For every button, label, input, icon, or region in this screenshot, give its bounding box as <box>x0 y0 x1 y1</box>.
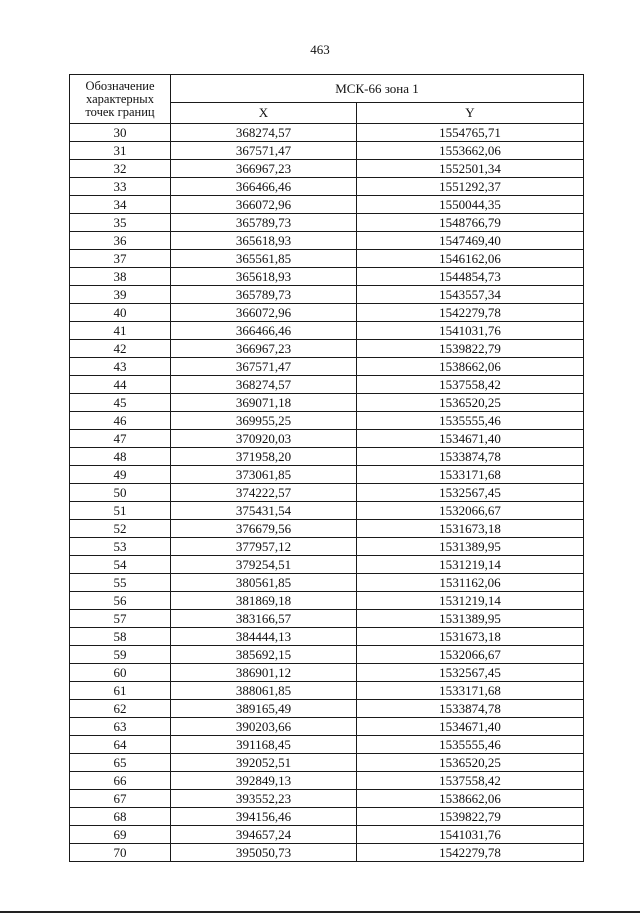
table-row <box>70 556 584 574</box>
x-coordinate-cell: 386901,12 <box>171 664 357 682</box>
point-id-cell: 53 <box>70 538 171 556</box>
table-row <box>70 664 584 682</box>
x-coordinate-cell: 366967,23 <box>171 340 357 358</box>
y-coordinate-cell: 1554765,71 <box>357 124 584 142</box>
table-row <box>70 286 584 304</box>
point-id-cell: 47 <box>70 430 171 448</box>
y-coordinate-cell: 1544854,73 <box>357 268 584 286</box>
x-coordinate-cell: 383166,57 <box>171 610 357 628</box>
y-coordinate-cell: 1532567,45 <box>357 664 584 682</box>
point-id-cell: 52 <box>70 520 171 538</box>
point-id-cell: 31 <box>70 142 171 160</box>
x-coordinate-cell: 377957,12 <box>171 538 357 556</box>
table-row <box>70 646 584 664</box>
y-coordinate-cell: 1531673,18 <box>357 628 584 646</box>
y-coordinate-cell: 1536520,25 <box>357 394 584 412</box>
x-coordinate-cell: 369955,25 <box>171 412 357 430</box>
y-coordinate-cell: 1543557,34 <box>357 286 584 304</box>
table-row <box>70 574 584 592</box>
y-coordinate-cell: 1536520,25 <box>357 754 584 772</box>
coordinate-system-header: МСК-66 зона 1 <box>171 75 584 103</box>
point-id-cell: 61 <box>70 682 171 700</box>
table-row <box>70 772 584 790</box>
bottom-edge-line <box>0 911 640 913</box>
x-coordinate-cell: 365561,85 <box>171 250 357 268</box>
coordinates-table <box>69 74 584 862</box>
x-coordinate-cell: 368274,57 <box>171 376 357 394</box>
table-row <box>70 394 584 412</box>
x-coordinate-cell: 368274,57 <box>171 124 357 142</box>
table-row <box>70 754 584 772</box>
x-coordinate-cell: 365618,93 <box>171 232 357 250</box>
y-coordinate-cell: 1537558,42 <box>357 772 584 790</box>
point-id-cell: 58 <box>70 628 171 646</box>
table-row <box>70 628 584 646</box>
table-row <box>70 214 584 232</box>
x-coordinate-cell: 365618,93 <box>171 268 357 286</box>
y-coordinate-cell: 1533171,68 <box>357 466 584 484</box>
y-coordinate-cell: 1550044,35 <box>357 196 584 214</box>
y-coordinate-cell: 1542279,78 <box>357 304 584 322</box>
x-coordinate-cell: 370920,03 <box>171 430 357 448</box>
table-row <box>70 682 584 700</box>
point-id-cell: 69 <box>70 826 171 844</box>
y-column-header: Y <box>357 103 584 124</box>
y-coordinate-cell: 1551292,37 <box>357 178 584 196</box>
table-row <box>70 520 584 538</box>
table-row <box>70 196 584 214</box>
point-id-cell: 66 <box>70 772 171 790</box>
y-coordinate-cell: 1539822,79 <box>357 340 584 358</box>
point-id-cell: 32 <box>70 160 171 178</box>
x-column-header: X <box>171 103 357 124</box>
table-row <box>70 304 584 322</box>
y-coordinate-cell: 1542279,78 <box>357 844 584 862</box>
point-id-cell: 70 <box>70 844 171 862</box>
table-row <box>70 484 584 502</box>
table-row <box>70 808 584 826</box>
table-header <box>70 75 584 124</box>
y-coordinate-cell: 1531389,95 <box>357 610 584 628</box>
table-row <box>70 178 584 196</box>
point-id-cell: 67 <box>70 790 171 808</box>
point-id-cell: 38 <box>70 268 171 286</box>
point-id-cell: 46 <box>70 412 171 430</box>
y-coordinate-cell: 1552501,34 <box>357 160 584 178</box>
point-id-cell: 40 <box>70 304 171 322</box>
y-coordinate-cell: 1538662,06 <box>357 358 584 376</box>
y-coordinate-cell: 1546162,06 <box>357 250 584 268</box>
y-coordinate-cell: 1541031,76 <box>357 826 584 844</box>
y-coordinate-cell: 1531162,06 <box>357 574 584 592</box>
y-coordinate-cell: 1533171,68 <box>357 682 584 700</box>
x-coordinate-cell: 375431,54 <box>171 502 357 520</box>
point-id-cell: 55 <box>70 574 171 592</box>
y-coordinate-cell: 1533874,78 <box>357 448 584 466</box>
point-id-cell: 42 <box>70 340 171 358</box>
x-coordinate-cell: 384444,13 <box>171 628 357 646</box>
x-coordinate-cell: 393552,23 <box>171 790 357 808</box>
x-coordinate-cell: 391168,45 <box>171 736 357 754</box>
y-coordinate-cell: 1531219,14 <box>357 592 584 610</box>
point-id-cell: 60 <box>70 664 171 682</box>
table-row <box>70 268 584 286</box>
y-coordinate-cell: 1532066,67 <box>357 646 584 664</box>
x-coordinate-cell: 366072,96 <box>171 304 357 322</box>
point-id-cell: 41 <box>70 322 171 340</box>
table-body <box>70 124 584 862</box>
point-id-cell: 50 <box>70 484 171 502</box>
x-coordinate-cell: 380561,85 <box>171 574 357 592</box>
x-coordinate-cell: 367571,47 <box>171 142 357 160</box>
table-row <box>70 502 584 520</box>
y-coordinate-cell: 1533874,78 <box>357 700 584 718</box>
table-row <box>70 124 584 142</box>
y-coordinate-cell: 1534671,40 <box>357 718 584 736</box>
table-row <box>70 430 584 448</box>
table-row <box>70 142 584 160</box>
x-coordinate-cell: 374222,57 <box>171 484 357 502</box>
point-id-cell: 63 <box>70 718 171 736</box>
point-id-cell: 39 <box>70 286 171 304</box>
y-coordinate-cell: 1541031,76 <box>357 322 584 340</box>
table-row <box>70 826 584 844</box>
y-coordinate-cell: 1535555,46 <box>357 736 584 754</box>
table-row <box>70 340 584 358</box>
point-id-cell: 43 <box>70 358 171 376</box>
y-coordinate-cell: 1547469,40 <box>357 232 584 250</box>
y-coordinate-cell: 1538662,06 <box>357 790 584 808</box>
y-coordinate-cell: 1548766,79 <box>357 214 584 232</box>
x-coordinate-cell: 394156,46 <box>171 808 357 826</box>
point-id-cell: 56 <box>70 592 171 610</box>
page-number: 463 <box>310 42 330 57</box>
point-id-cell: 54 <box>70 556 171 574</box>
table-row <box>70 322 584 340</box>
table-row <box>70 736 584 754</box>
point-id-cell: 59 <box>70 646 171 664</box>
x-coordinate-cell: 392849,13 <box>171 772 357 790</box>
points-designation-header: Обозначение характерных точек границ <box>70 75 171 124</box>
table-row <box>70 718 584 736</box>
table-row <box>70 358 584 376</box>
x-coordinate-cell: 381869,18 <box>171 592 357 610</box>
table-row <box>70 376 584 394</box>
x-coordinate-cell: 379254,51 <box>171 556 357 574</box>
point-id-cell: 36 <box>70 232 171 250</box>
table-row <box>70 538 584 556</box>
x-coordinate-cell: 367571,47 <box>171 358 357 376</box>
y-coordinate-cell: 1539822,79 <box>357 808 584 826</box>
y-coordinate-cell: 1531673,18 <box>357 520 584 538</box>
table-row <box>70 412 584 430</box>
table-row <box>70 232 584 250</box>
table-row <box>70 448 584 466</box>
x-coordinate-cell: 366466,46 <box>171 322 357 340</box>
x-coordinate-cell: 365789,73 <box>171 286 357 304</box>
x-coordinate-cell: 366466,46 <box>171 178 357 196</box>
table-row <box>70 790 584 808</box>
table-row <box>70 844 584 862</box>
x-coordinate-cell: 371958,20 <box>171 448 357 466</box>
x-coordinate-cell: 389165,49 <box>171 700 357 718</box>
x-coordinate-cell: 394657,24 <box>171 826 357 844</box>
y-coordinate-cell: 1531219,14 <box>357 556 584 574</box>
x-coordinate-cell: 388061,85 <box>171 682 357 700</box>
y-coordinate-cell: 1537558,42 <box>357 376 584 394</box>
point-id-cell: 48 <box>70 448 171 466</box>
y-coordinate-cell: 1532066,67 <box>357 502 584 520</box>
x-coordinate-cell: 390203,66 <box>171 718 357 736</box>
point-id-cell: 51 <box>70 502 171 520</box>
x-coordinate-cell: 395050,73 <box>171 844 357 862</box>
x-coordinate-cell: 369071,18 <box>171 394 357 412</box>
y-coordinate-cell: 1534671,40 <box>357 430 584 448</box>
y-coordinate-cell: 1532567,45 <box>357 484 584 502</box>
x-coordinate-cell: 365789,73 <box>171 214 357 232</box>
point-id-cell: 44 <box>70 376 171 394</box>
point-id-cell: 34 <box>70 196 171 214</box>
point-id-cell: 35 <box>70 214 171 232</box>
y-coordinate-cell: 1553662,06 <box>357 142 584 160</box>
y-coordinate-cell: 1535555,46 <box>357 412 584 430</box>
x-coordinate-cell: 366072,96 <box>171 196 357 214</box>
x-coordinate-cell: 366967,23 <box>171 160 357 178</box>
x-coordinate-cell: 376679,56 <box>171 520 357 538</box>
point-id-cell: 68 <box>70 808 171 826</box>
point-id-cell: 49 <box>70 466 171 484</box>
table-row <box>70 160 584 178</box>
x-coordinate-cell: 373061,85 <box>171 466 357 484</box>
point-id-cell: 45 <box>70 394 171 412</box>
table-row <box>70 466 584 484</box>
table-row <box>70 700 584 718</box>
point-id-cell: 62 <box>70 700 171 718</box>
x-coordinate-cell: 385692,15 <box>171 646 357 664</box>
point-id-cell: 65 <box>70 754 171 772</box>
point-id-cell: 33 <box>70 178 171 196</box>
point-id-cell: 37 <box>70 250 171 268</box>
x-coordinate-cell: 392052,51 <box>171 754 357 772</box>
table-row <box>70 610 584 628</box>
table-row <box>70 592 584 610</box>
point-id-cell: 57 <box>70 610 171 628</box>
point-id-cell: 64 <box>70 736 171 754</box>
y-coordinate-cell: 1531389,95 <box>357 538 584 556</box>
point-id-cell: 30 <box>70 124 171 142</box>
table-row <box>70 250 584 268</box>
